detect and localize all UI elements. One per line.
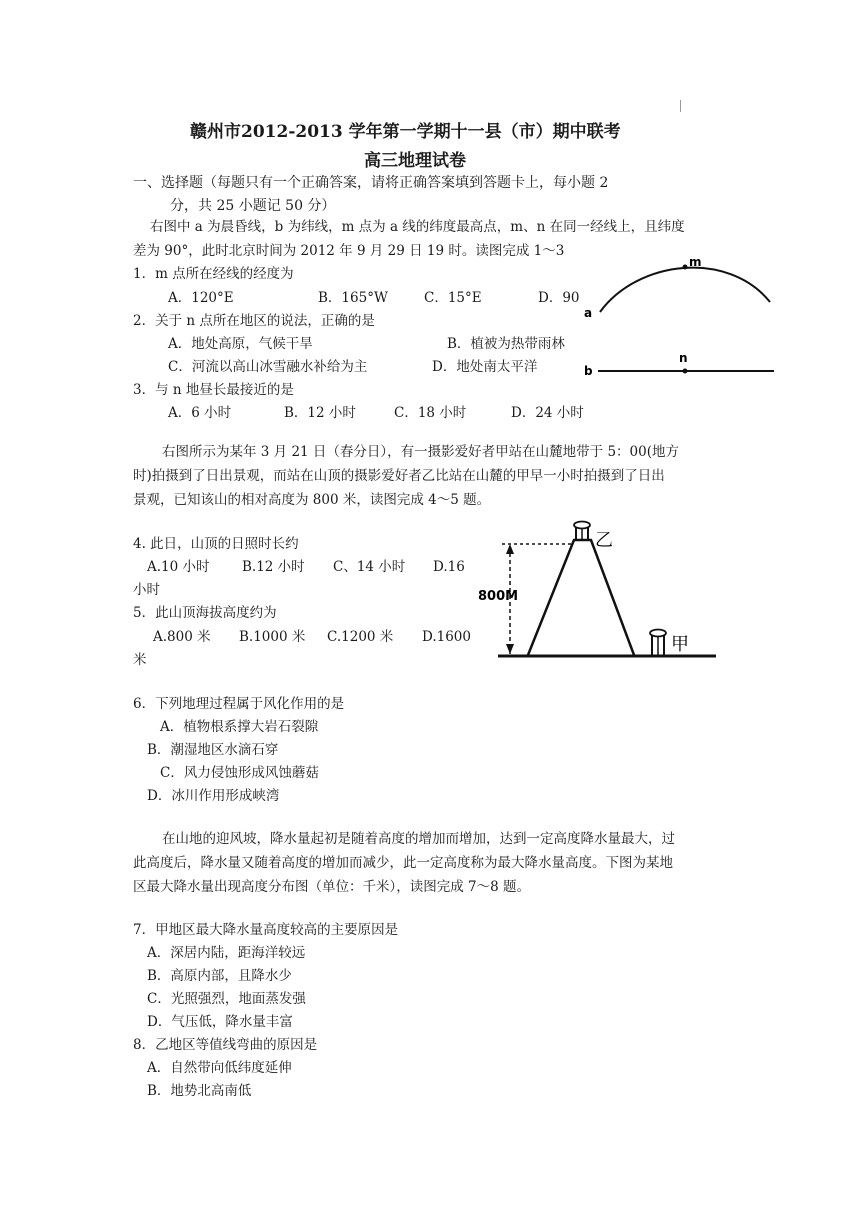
label-jia: 甲 — [671, 634, 689, 655]
photographer-jia-icon — [650, 630, 666, 656]
q6-stem: 6．下列地理过程属于风化作用的是 — [133, 696, 345, 712]
label-n: n — [679, 351, 688, 365]
page-title: 赣州市2012-2013 学年第一学期十一县（市）期中联考 — [190, 122, 621, 142]
photographer-yi-icon — [574, 522, 590, 542]
passage3-line1: 在山地的迎风坡，降水量起初是随着高度的增加而增加，达到一定高度降水量最大，过 — [162, 831, 675, 847]
q5-option-d-tail: 米 — [133, 652, 147, 668]
q6-option-a: A．植物根系撑大岩石裂隙 — [160, 719, 319, 735]
q8-stem: 8．乙地区等值线弯曲的原因是 — [133, 1037, 318, 1053]
q5-option-b: B.1000 米 — [239, 629, 306, 645]
section-header-line1: 一、选择题（每题只有一个正确答案，请将正确答案填到答题卡上，每小题 2 — [133, 175, 609, 191]
q4-option-b: B.12 小时 — [242, 559, 305, 575]
q2-option-d: D．地处南太平洋 — [432, 359, 538, 375]
terminator-diagram — [578, 250, 778, 385]
passage2-line2: 时)拍摄到了日出景观，而站在山顶的摄影爱好者乙比站在山麓的甲早一小时拍摄到了日出 — [133, 468, 665, 484]
q1-option-d: D．90 — [538, 290, 580, 306]
q4-option-c: C、14 小时 — [333, 559, 406, 575]
q1-option-a: A．120°E — [168, 290, 234, 306]
q7-option-a: A．深居内陆，距海洋较远 — [147, 945, 306, 961]
q2-option-a: A．地处高原，气候干旱 — [168, 336, 313, 352]
point-n — [683, 369, 688, 374]
label-m: m — [689, 255, 702, 269]
q4-option-d-tail: 小时 — [133, 582, 160, 598]
q3-option-b: B．12 小时 — [284, 405, 356, 421]
passage3-line3: 区最大降水量出现高度分布图（单位：千米），读图完成 7～8 题。 — [133, 879, 531, 895]
q4-option-d: D.16 — [433, 559, 465, 575]
q7-stem: 7．甲地区最大降水量高度较高的主要原因是 — [133, 922, 399, 938]
q3-option-a: A．6 小时 — [168, 405, 232, 421]
q4-stem: 4. 此日，山顶的日照时长约 — [133, 536, 299, 552]
mountain-outline — [528, 540, 634, 655]
arrow-up — [506, 544, 514, 554]
label-b: b — [584, 364, 593, 378]
q3-option-c: C．18 小时 — [394, 405, 467, 421]
point-m — [683, 265, 688, 270]
q1-option-b: B．165°W — [318, 290, 388, 306]
q7-option-d: D．气压低，降水量丰富 — [147, 1014, 293, 1030]
q6-option-b: B．潮湿地区水滴石穿 — [147, 742, 279, 758]
mountain-diagram — [470, 512, 732, 680]
q5-option-d: D.1600 — [422, 629, 471, 645]
q7-option-c: C．光照强烈，地面蒸发强 — [147, 991, 306, 1007]
margin-mark — [680, 100, 681, 112]
q8-option-b: B．地势北高南低 — [147, 1083, 252, 1099]
q2-stem: 2．关于 n 点所在地区的说法，正确的是 — [133, 313, 375, 329]
arrow-down — [506, 644, 514, 654]
label-yi: 乙 — [595, 530, 613, 551]
q6-option-c: C．风力侵蚀形成风蚀蘑菇 — [160, 765, 319, 781]
q4-option-a: A.10 小时 — [147, 559, 210, 575]
terminator-line-a — [600, 268, 770, 312]
q5-option-a: A.800 米 — [153, 629, 211, 645]
q3-option-d: D．24 小时 — [511, 405, 584, 421]
q6-option-d: D．冰川作用形成峡湾 — [147, 788, 280, 804]
q5-option-c: C.1200 米 — [327, 629, 394, 645]
passage2-line3: 景观，已知该山的相对高度为 800 米，读图完成 4～5 题。 — [133, 492, 491, 508]
section-header-line2: 分，共 25 小题记 50 分） — [170, 198, 336, 214]
q2-option-c: C．河流以高山冰雪融水补给为主 — [168, 359, 368, 375]
label-a: a — [584, 306, 593, 320]
q5-stem: 5．此山顶海拔高度约为 — [133, 605, 277, 621]
passage1-line2: 差为 90°，此时北京时间为 2012 年 9 月 29 日 19 时。读图完成 1～3 — [133, 243, 565, 259]
q2-option-b: B．植被为热带雨林 — [447, 336, 565, 352]
q1-option-c: C．15°E — [424, 290, 482, 306]
q3-stem: 3．与 n 地昼长最接近的是 — [133, 382, 294, 398]
passage2-line1: 右图所示为某年 3 月 21 日（春分日），有一摄影爱好者甲站在山麓地带于 5：00(地方 — [162, 444, 680, 460]
passage3-line2: 此高度后，降水量又随着高度的增加而减少，此一定高度称为最大降水量高度。下图为某地 — [133, 855, 673, 871]
q7-option-b: B．高原内部，且降水少 — [147, 968, 292, 984]
passage1-line1: 右图中 a 为晨昏线，b 为纬线，m 点为 a 线的纬度最高点，m、n 在同一经线上，且纬度 — [150, 219, 685, 235]
q1-stem: 1．m 点所在经线的经度为 — [133, 266, 294, 282]
page-subtitle: 高三地理试卷 — [364, 151, 466, 171]
q8-option-a: A．自然带向低纬度延伸 — [147, 1060, 292, 1076]
height-label: 800M — [478, 589, 519, 604]
